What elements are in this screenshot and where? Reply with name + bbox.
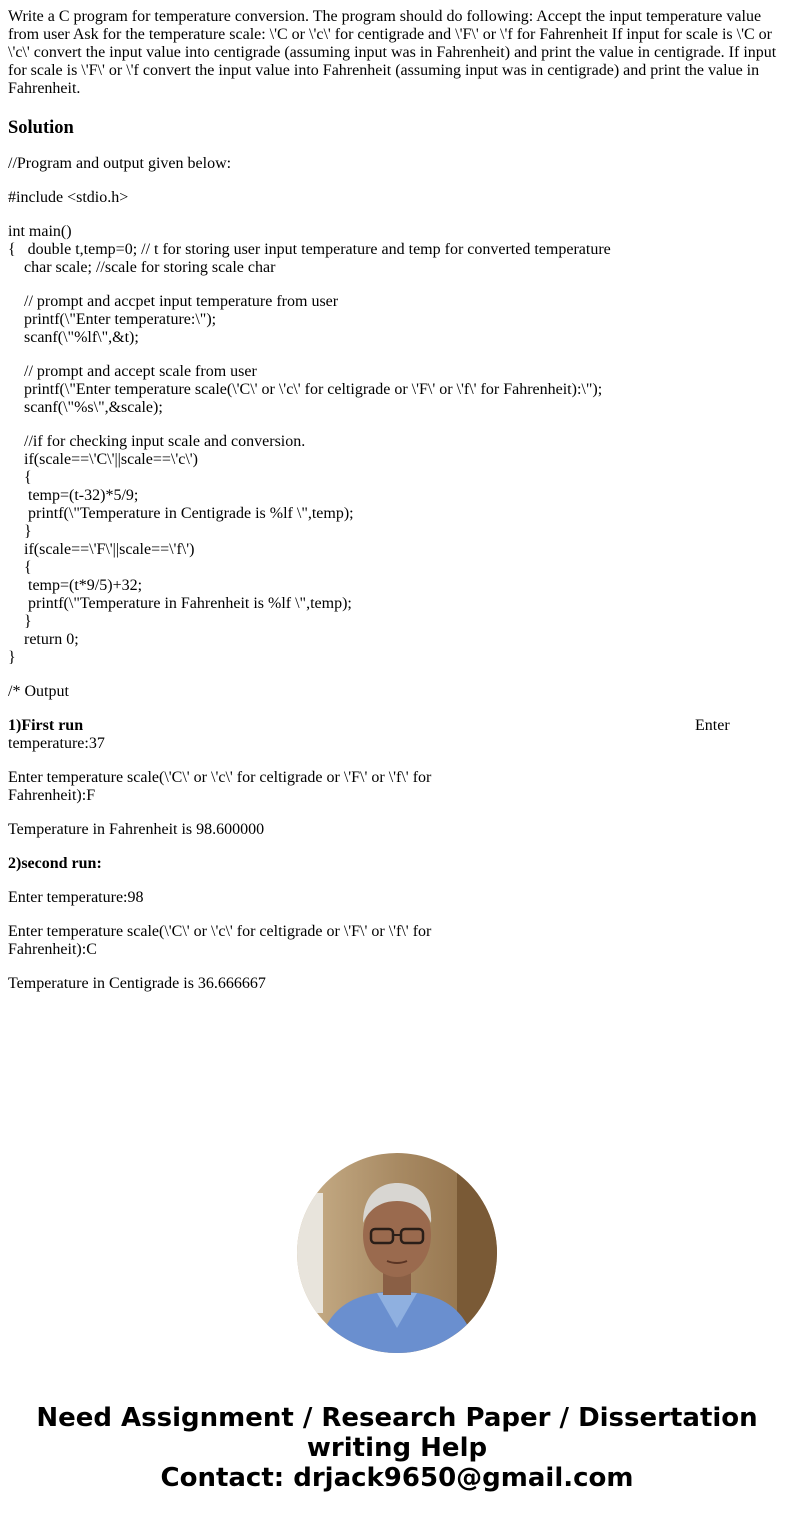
code-line: printf(\"Enter temperature:\"); — [8, 311, 217, 328]
run1-enter-text: Enter — [695, 717, 730, 734]
code-line — [8, 347, 786, 363]
footer-contact: Contact: drjack9650@gmail.com — [160, 1463, 634, 1493]
run2-scale-prompt-line2: Fahrenheit):C — [8, 941, 97, 958]
code-line: temp=(t-32)*5/9; — [8, 487, 139, 504]
code-line: // prompt and accept scale from user — [8, 363, 257, 380]
output-label: /* Output — [8, 683, 69, 700]
code-line — [8, 417, 786, 433]
code-line: int main() — [8, 223, 72, 240]
code-line: //if for checking input scale and conversion. — [8, 433, 306, 450]
code-line: { — [8, 469, 32, 486]
run1-temperature-input: temperature:37 — [8, 735, 105, 752]
code-block — [8, 223, 786, 667]
run2-title: 2)second run: — [8, 855, 102, 872]
code-line: if(scale==\'C\'||scale==\'c\') — [8, 451, 198, 468]
code-line: temp=(t*9/5)+32; — [8, 577, 143, 594]
document-body — [8, 8, 786, 993]
code-line: char scale; //scale for storing scale char — [8, 259, 276, 276]
code-line: } — [8, 523, 32, 540]
code-line: printf(\"Enter temperature scale(\'C\' or \'c\' for celtigrade or \'F\' or \'f\' for Fahrenheit):\"); — [8, 381, 603, 398]
include-line: #include <stdio.h> — [8, 189, 129, 206]
author-photo — [297, 1153, 497, 1353]
code-line: printf(\"Temperature in Fahrenheit is %lf \",temp); — [8, 595, 352, 612]
run1-scale-prompt-line2: Fahrenheit):F — [8, 787, 96, 804]
run2-temperature-input: Enter temperature:98 — [8, 889, 144, 906]
run1-title: 1)First run — [8, 717, 84, 734]
footer-line1: Need Assignment / Research Paper / Dissertation — [36, 1403, 758, 1433]
code-line: printf(\"Temperature in Centigrade is %lf \",temp); — [8, 505, 354, 522]
code-line: { double t,temp=0; // t for storing user input temperature and temp for converted temperature — [8, 241, 611, 258]
code-line: // prompt and accpet input temperature from user — [8, 293, 339, 310]
footer-line2: writing Help — [306, 1433, 488, 1463]
run1-result: Temperature in Fahrenheit is 98.600000 — [8, 821, 265, 838]
code-line: } — [8, 613, 32, 630]
run1-scale-prompt — [8, 769, 786, 805]
run2-scale-prompt-line1: Enter temperature scale(\'C\' or \'c\' for celtigrade or \'F\' or \'f\' for — [8, 923, 432, 940]
code-line: if(scale==\'F\'||scale==\'f\') — [8, 541, 195, 558]
code-line: scanf(\"%s\",&scale); — [8, 399, 163, 416]
code-line — [8, 277, 786, 293]
run1-header — [8, 717, 786, 735]
author-portrait-image — [297, 1153, 497, 1353]
code-line: return 0; — [8, 631, 79, 648]
run2-scale-prompt — [8, 923, 786, 959]
intro-comment: //Program and output given below: — [8, 155, 232, 172]
code-line: scanf(\"%lf\",&t); — [8, 329, 139, 346]
code-line: { — [8, 559, 32, 576]
run1-scale-prompt-line1: Enter temperature scale(\'C\' or \'c\' for celtigrade or \'F\' or \'f\' for — [8, 769, 432, 786]
solution-heading: Solution — [8, 118, 74, 138]
run2-result: Temperature in Centigrade is 36.666667 — [8, 975, 266, 992]
question-text: Write a C program for temperature conversion. The program should do following: Accept the input temperature value from user Ask for the temperature scale: \'C or \'c\' for centigrade and \'F\' or \'f for Fahrenheit If input for scale is \'C or \'c\' convert the input value into centigrade (assuming input was in Fahrenheit) and print the value in centigrade. If input for scale is \'F\' or \'f convert the input value into Fahrenheit (assuming input was in centigrade) and print the value in Fahrenheit. — [8, 8, 777, 97]
code-line: } — [8, 649, 16, 666]
footer-advertisement — [0, 1403, 794, 1493]
